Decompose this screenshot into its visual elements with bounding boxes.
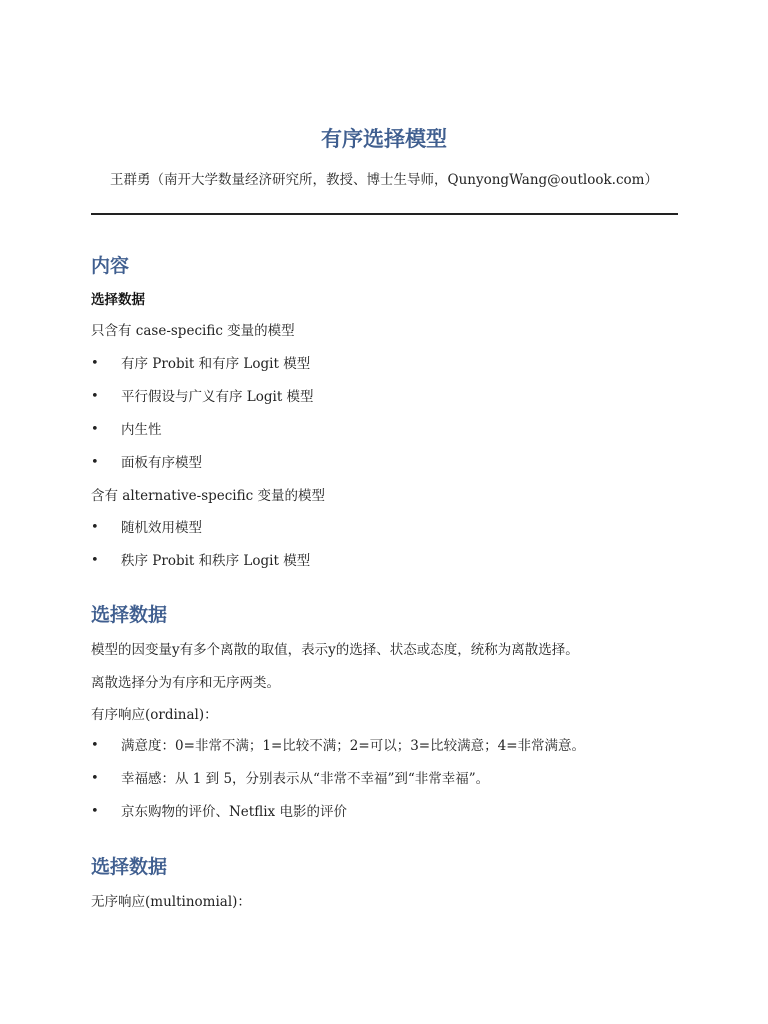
bullet-icon: •: [91, 389, 99, 404]
list-item: 内生性: [121, 422, 162, 438]
bullet-icon: •: [91, 738, 99, 753]
group1-label: 只含有 case-specific 变量的模型: [91, 323, 295, 339]
list-item: 面板有序模型: [121, 455, 202, 471]
list-item: 有序 Probit 和有序 Logit 模型: [121, 356, 311, 372]
section1-paragraph-1: 模型的因变量y有多个离散的取值，表示y的选择、状态或态度，统称为离散选择。: [91, 642, 579, 658]
contents-heading: 内容: [91, 255, 130, 277]
contents-subheading: 选择数据: [91, 292, 145, 308]
list-item: 京东购物的评价、Netflix 电影的评价: [121, 804, 347, 820]
multinomial-label: 无序响应(multinomial)：: [91, 894, 251, 910]
section1-paragraph-2: 离散选择分为有序和无序两类。: [91, 675, 280, 691]
group2-label: 含有 alternative-specific 变量的模型: [91, 488, 325, 504]
document-title: 有序选择模型: [321, 127, 447, 151]
bullet-icon: •: [91, 455, 99, 470]
list-item: 幸福感：从 1 到 5，分别表示从“非常不幸福”到“非常幸福”。: [121, 771, 490, 787]
bullet-icon: •: [91, 520, 99, 535]
bullet-icon: •: [91, 422, 99, 437]
section2-heading: 选择数据: [91, 856, 168, 878]
list-item: 满意度：0=非常不满；1=比较不满；2=可以；3=比较满意；4=非常满意。: [121, 738, 586, 754]
list-item: 随机效用模型: [121, 520, 202, 536]
bullet-icon: •: [91, 771, 99, 786]
list-item: 平行假设与广义有序 Logit 模型: [121, 389, 314, 405]
list-item: 秩序 Probit 和秩序 Logit 模型: [121, 553, 311, 569]
ordinal-label: 有序响应(ordinal)：: [91, 707, 218, 723]
author-line: 王群勇（南开大学数量经济研究所，教授、博士生导师，QunyongWang@outlook.com）: [110, 172, 658, 188]
title-divider: [91, 213, 678, 215]
bullet-icon: •: [91, 356, 99, 371]
bullet-icon: •: [91, 553, 99, 568]
bullet-icon: •: [91, 804, 99, 819]
section1-heading: 选择数据: [91, 604, 168, 626]
